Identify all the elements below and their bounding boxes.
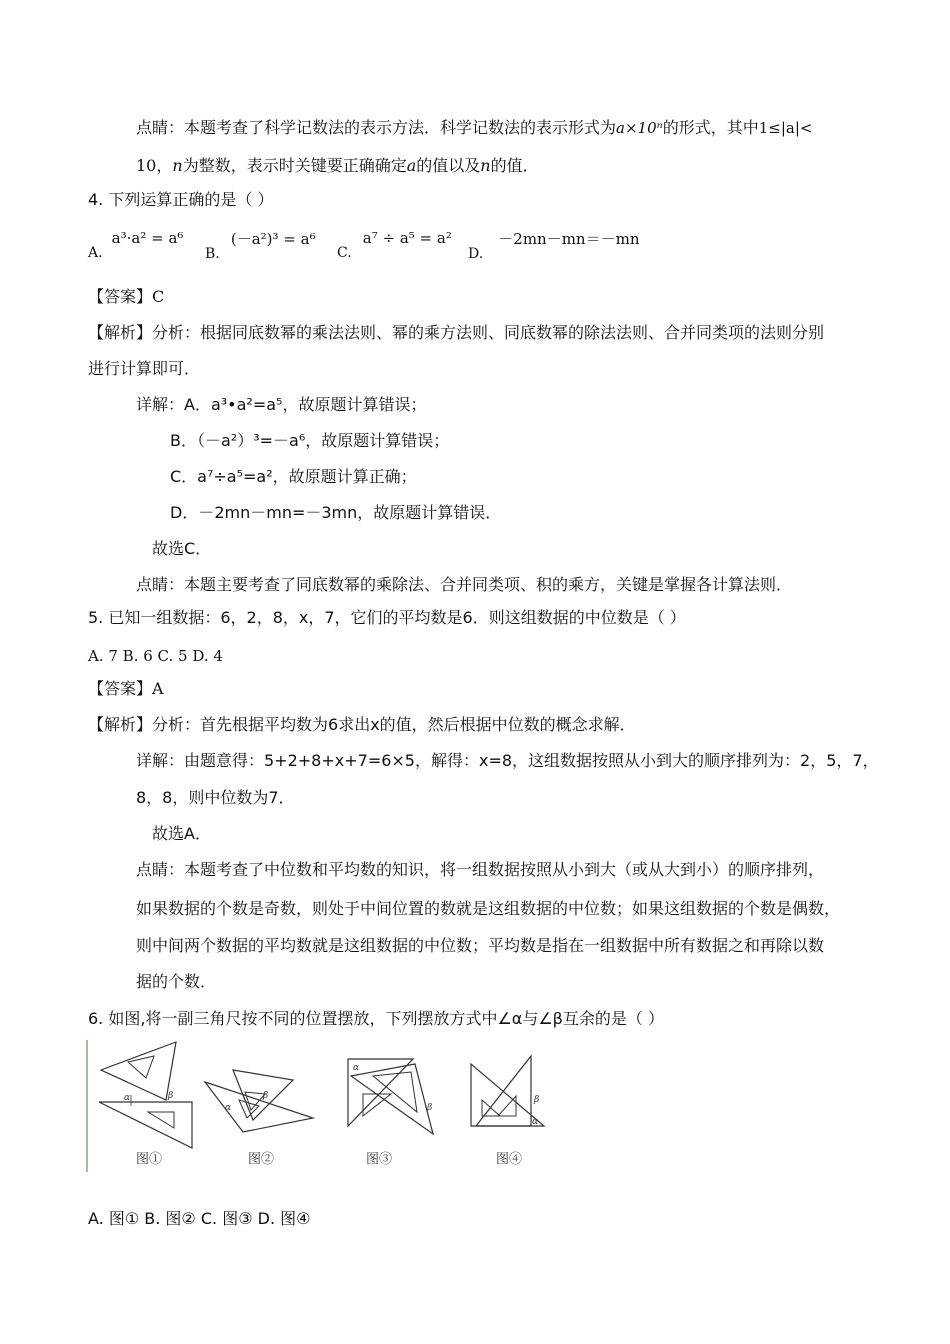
beta-label: β	[168, 1091, 174, 1101]
q4-detail-c: C．a⁷÷a⁵=a²，故原题计算正确；	[170, 467, 417, 486]
figure-1-triangles	[96, 1040, 196, 1150]
q5-tip-3: 则中间两个数据的平均数就是这组数据的中位数；平均数是指在一组数据中所有数据之和再除以数	[136, 936, 825, 955]
q4-analysis-2: 进行计算即可．	[88, 359, 201, 378]
q4-detail-a: 详解：A．a³•a²=a⁵，故原题计算错误；	[136, 395, 427, 414]
q5-detail-2: 8，8，则中位数为7．	[136, 788, 295, 807]
tip-label: 点睛：	[136, 118, 185, 137]
q4-tip: 点睛：本题主要考查了同底数幂的乘除法、合并同类项、积的乘方，关键是掌握各计算法则．	[136, 575, 793, 594]
figure-1-label: 图①	[136, 1152, 163, 1167]
q4-option-b: B. (－a²)³ = a⁶	[205, 230, 316, 262]
q4-option-a: A. a³·a² = a⁶	[88, 229, 184, 261]
q4-stem: 4. 下列运算正确的是（ ）	[88, 190, 274, 209]
tip3-line2: 10，n为整数，表示时关键要正确确定a的值以及n的值．	[136, 156, 539, 175]
beta-label: β	[263, 1091, 269, 1101]
q6-figure-panel	[86, 1040, 558, 1172]
tip3-line1: 点睛：本题考查了科学记数法的表示方法．科学记数法的表示形式为a×10ⁿ的形式，其中1≤|a|<	[136, 118, 813, 137]
q5-answer: 【答案】A	[88, 679, 164, 698]
q4-detail-d: D．－2mn－mn=－3mn，故原题计算错误．	[170, 503, 502, 522]
q5-tip-4: 据的个数．	[136, 972, 217, 991]
figure-4-label: 图④	[496, 1152, 523, 1167]
q5-choose: 故选A．	[152, 824, 211, 843]
alpha-label: α	[124, 1093, 131, 1103]
alpha-label: α	[532, 1117, 539, 1127]
figure-2-triangles	[203, 1060, 323, 1140]
q5-stem: 5. 已知一组数据：6，2，8，x，7，它们的平均数是6．则这组数据的中位数是（ ）	[88, 608, 686, 627]
q5-tip-1: 点睛：本题考查了中位数和平均数的知识，将一组数据按照从小到大（或从大到小）的顺序排列，	[136, 860, 825, 879]
figure-3-label: 图③	[366, 1152, 393, 1167]
alpha-label: α	[225, 1103, 232, 1113]
beta-label: β	[427, 1103, 433, 1113]
alpha-label: α	[353, 1063, 360, 1073]
q5-tip-2: 如果数据的个数是奇数，则处于中间位置的数就是这组数据的中位数；如果这组数据的个数是偶数，	[136, 899, 841, 918]
beta-label: β	[534, 1095, 540, 1105]
q6-stem: 6. 如图,将一副三角尺按不同的位置摆放，下列摆放方式中∠α与∠β互余的是（ ）	[88, 1009, 664, 1028]
q5-detail-1: 详解：由题意得：5+2+8+x+7=6×5，解得：x=8，这组数据按照从小到大的顺序排列为：2，5，7，	[136, 751, 879, 770]
figure-4-triangles	[466, 1054, 556, 1134]
figure-3-triangles	[343, 1054, 443, 1144]
sci-formula: a×10ⁿ	[616, 119, 663, 137]
range-expr: 1≤|a|<	[758, 119, 813, 137]
q4-detail-b: B．（－a²）³=－a⁶，故原题计算错误；	[170, 431, 450, 450]
q4-option-c: C. a⁷ ÷ a⁵ = a²	[337, 229, 452, 261]
q4-analysis: 【解析】分析：根据同底数幂的乘法法则、幂的乘方法则、同底数幂的除法法则、合并同类项的法则分别	[88, 323, 825, 342]
q5-analysis: 【解析】分析：首先根据平均数为6求出x的值，然后根据中位数的概念求解．	[88, 715, 636, 734]
q6-options: A. 图① B. 图② C. 图③ D. 图④	[88, 1209, 311, 1228]
q5-options: A. 7 B. 6 C. 5 D. 4	[88, 647, 223, 665]
q4-choose: 故选C．	[152, 539, 212, 558]
q4-answer: 【答案】C	[88, 287, 165, 306]
figure-2-label: 图②	[248, 1152, 275, 1167]
q4-option-d: D. －2mn－mn＝－mn	[468, 230, 640, 262]
